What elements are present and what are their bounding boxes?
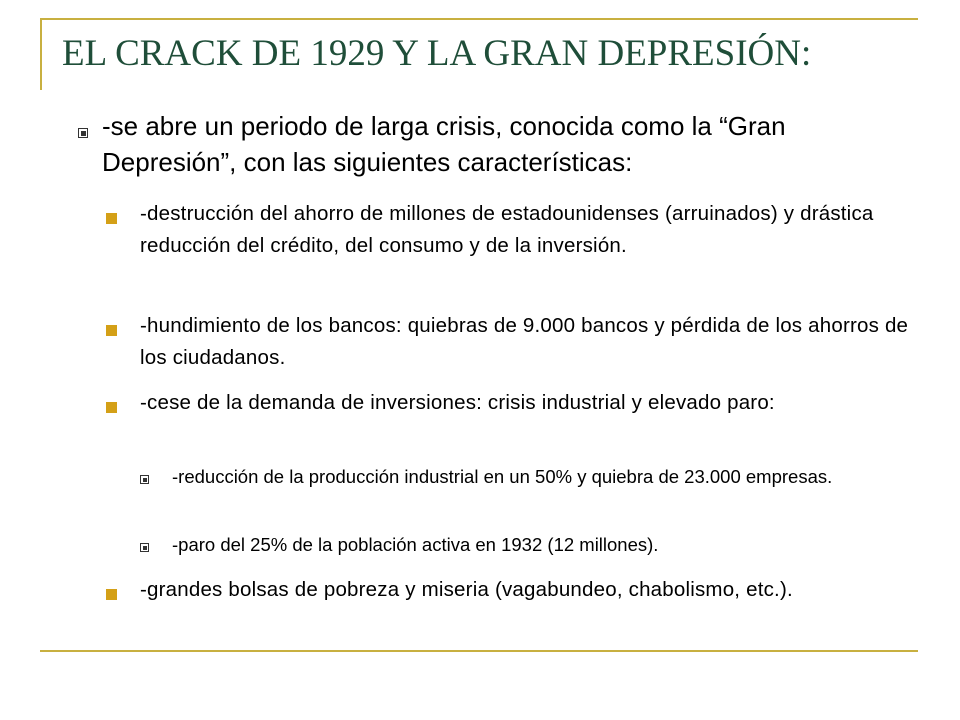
- sub-list-item: -paro del 25% de la población activa en 1932 (12 millones).: [172, 534, 659, 555]
- hollow-square-bullet-icon: [140, 543, 149, 552]
- intro-text: -se abre un periodo de larga crisis, conocida como la “Gran Depresión”, con las siguientes características:: [102, 111, 786, 177]
- bottom-rule: [40, 650, 918, 652]
- list-item: -hundimiento de los bancos: quiebras de 9.000 bancos y pérdida de los ahorros de los ciudadanos.: [140, 314, 909, 369]
- sub-list-item: -reducción de la producción industrial en un 50% y quiebra de 23.000 empresas.: [172, 466, 833, 487]
- hollow-square-bullet-icon: [140, 475, 149, 484]
- list-item: -grandes bolsas de pobreza y miseria (vagabundeo, chabolismo, etc.).: [140, 578, 793, 601]
- list-item: -cese de la demanda de inversiones: crisis industrial y elevado paro:: [140, 391, 775, 414]
- top-rule: [40, 18, 918, 20]
- square-bullet-icon: [106, 589, 117, 600]
- left-accent-rule: [40, 18, 42, 90]
- square-bullet-icon: [106, 402, 117, 413]
- list-item: -destrucción del ahorro de millones de estadounidenses (arruinados) y drástica reducción del crédito, del consumo y de la inversión.: [140, 202, 874, 257]
- slide-title: EL CRACK DE 1929 Y LA GRAN DEPRESIÓN:: [62, 33, 812, 74]
- square-bullet-icon: [106, 213, 117, 224]
- hollow-square-bullet-icon: [78, 128, 88, 138]
- square-bullet-icon: [106, 325, 117, 336]
